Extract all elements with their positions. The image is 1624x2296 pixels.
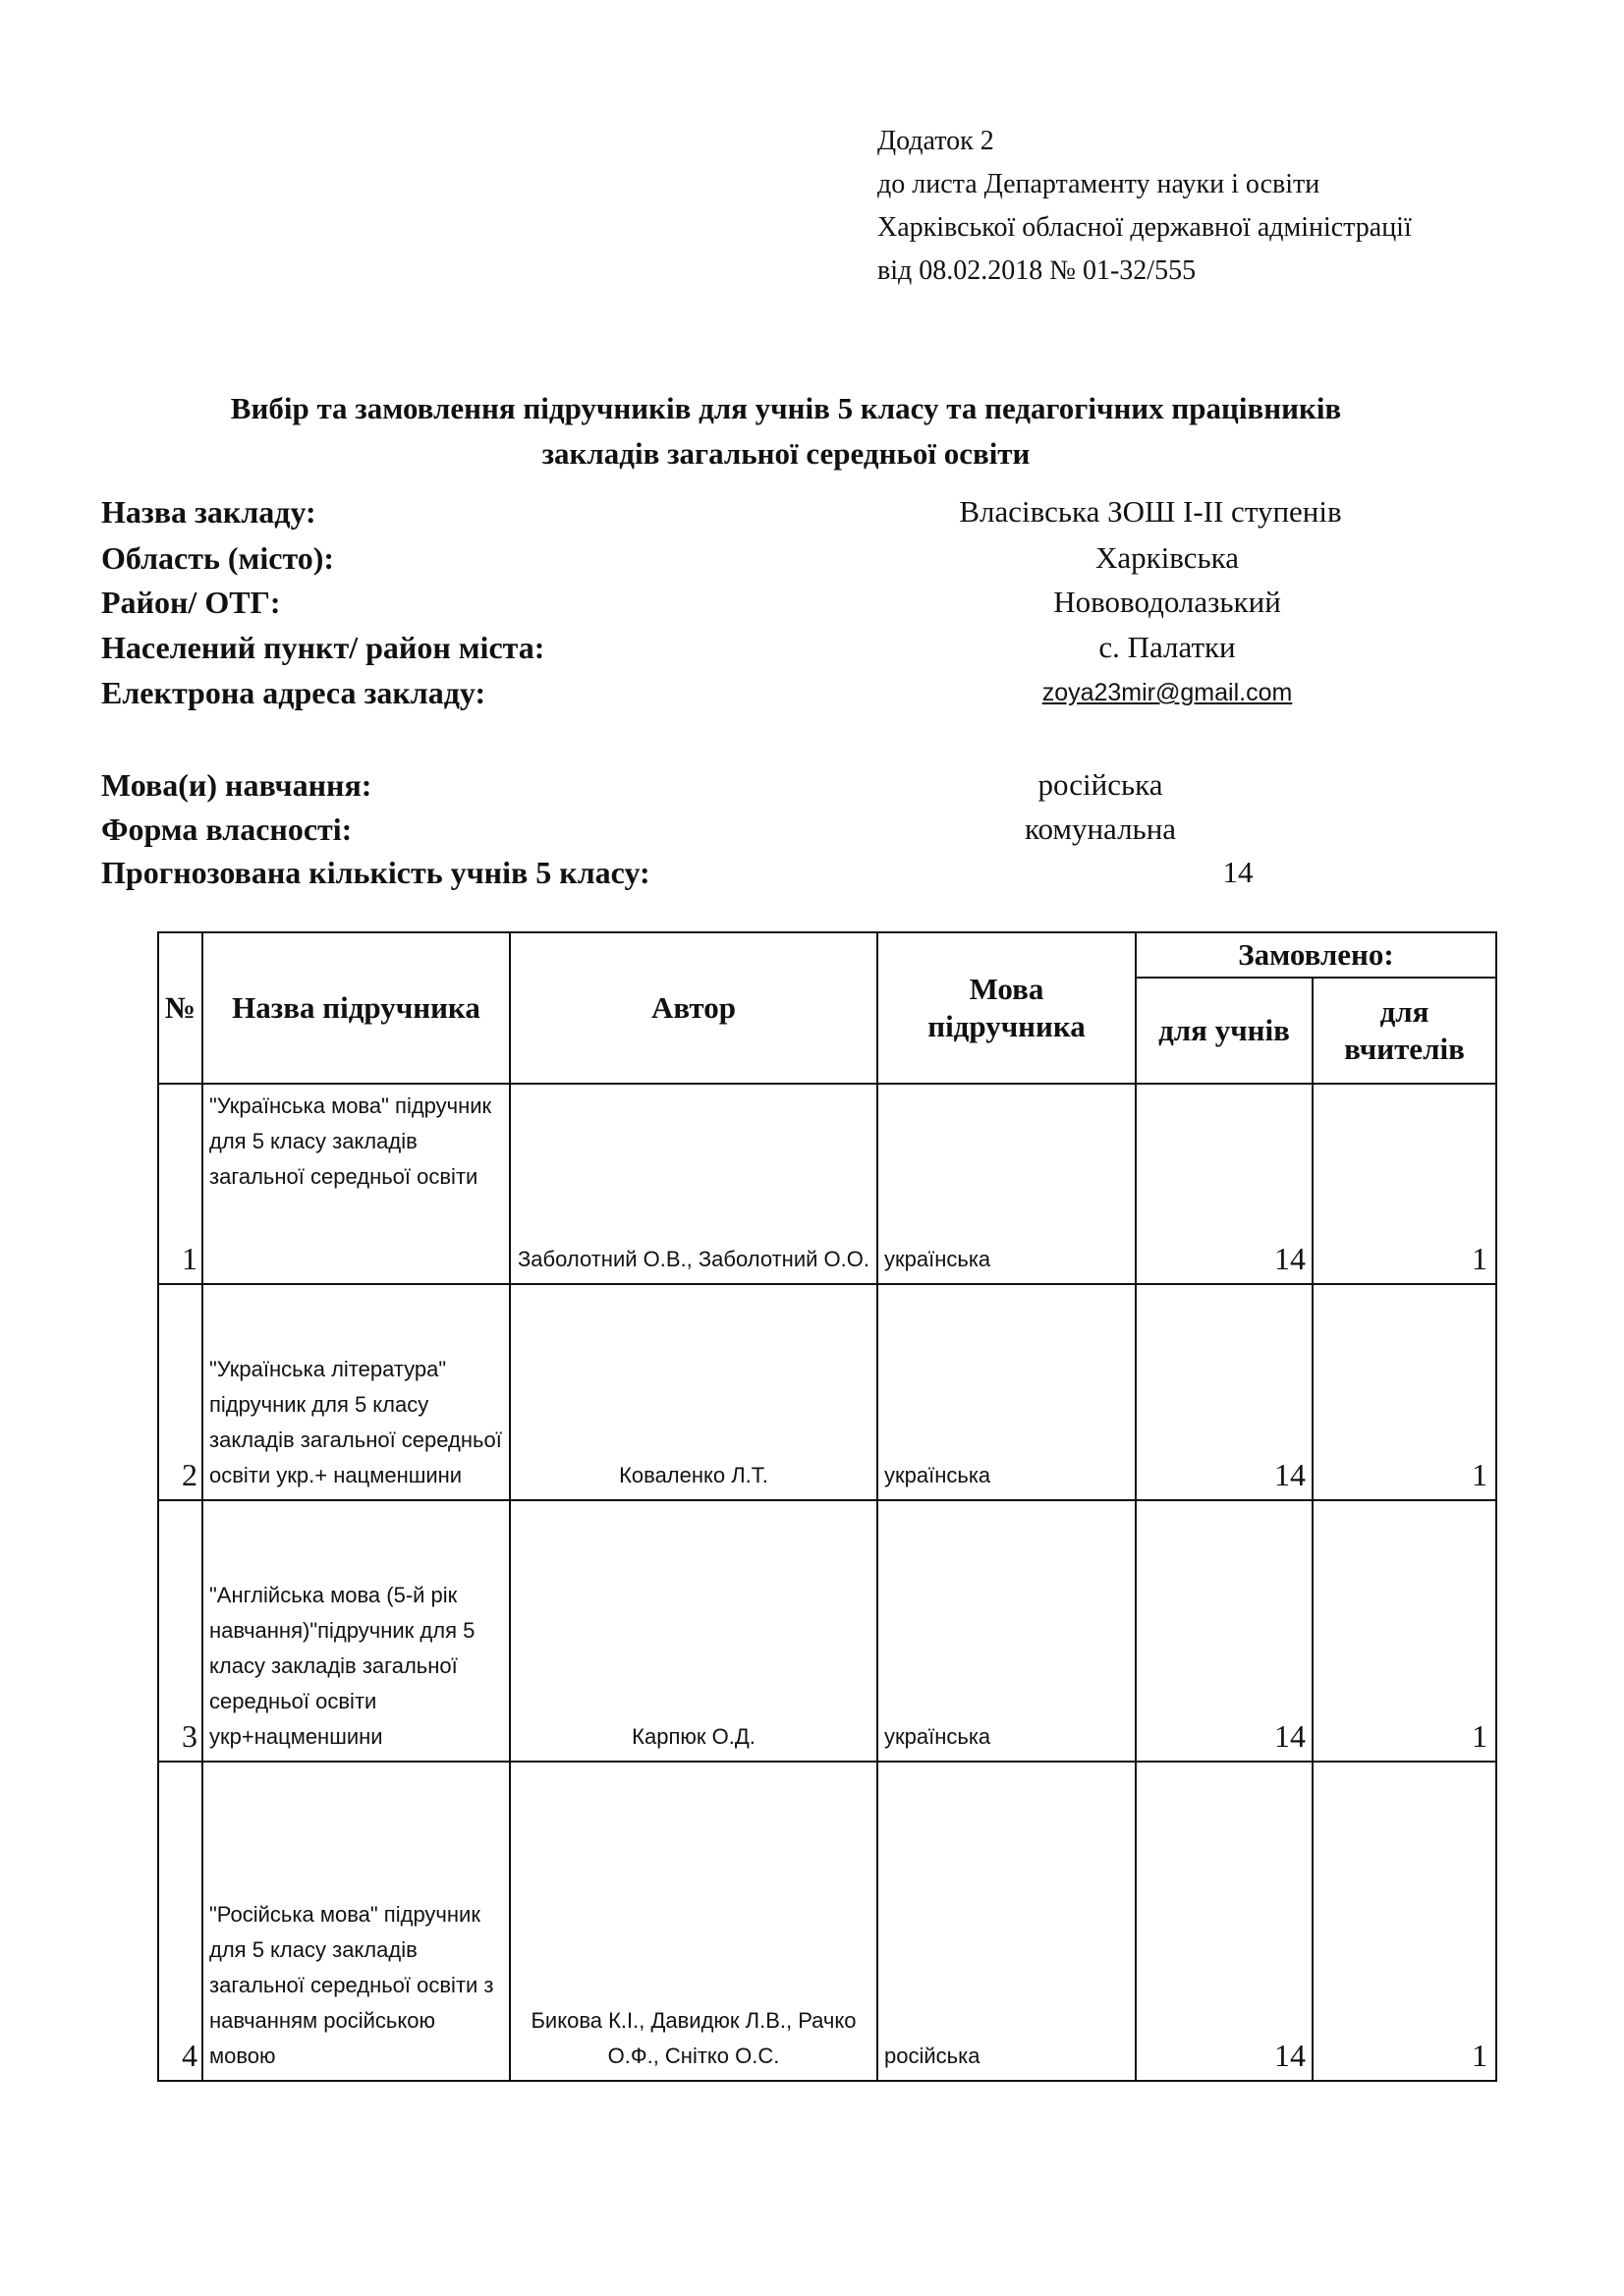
qty-teachers: 1 (1313, 1284, 1496, 1500)
textbook-author: Заболотний О.В., Заболотний О.О. (510, 1084, 877, 1284)
column-header-author: Автор (510, 932, 877, 1084)
field-label: Назва закладу: (101, 494, 316, 530)
field-value: комунальна (1024, 812, 1177, 846)
row-number: 2 (158, 1284, 202, 1500)
document-title (98, 386, 1474, 476)
field-value: російська (1037, 767, 1163, 802)
field-school-name (101, 489, 1398, 534)
column-header-ordered: Замовлено: (1136, 932, 1496, 978)
column-header-for-teachers: для вчителів (1313, 978, 1496, 1084)
field-languages (101, 762, 1398, 808)
title-line: Вибір та замовлення підручників для учнів 5 класу та педагогічних працівників (230, 391, 1342, 425)
field-district (101, 580, 1398, 625)
table-header-row (158, 932, 1496, 978)
field-label: Мова(и) навчання: (101, 767, 372, 803)
field-value: Нововодолазький (1053, 585, 1281, 619)
title-line: закладів загальної середньої освіти (541, 436, 1031, 471)
field-value: Власівська ЗОШ І-ІІ ступенів (959, 494, 1342, 529)
field-label: Район/ ОТГ: (101, 585, 281, 620)
appendix-line: Додаток 2 (877, 126, 994, 156)
field-locality (101, 625, 1398, 670)
row-number: 3 (158, 1500, 202, 1762)
textbook-language: українська (877, 1084, 1136, 1284)
appendix-line: до листа Департаменту науки і освіти (877, 169, 1320, 199)
field-ownership (101, 807, 1398, 852)
textbook-language: українська (877, 1284, 1136, 1500)
textbook-name: "Українська література" підручник для 5 класу закладів загальної середньої освіти укр.+ нацменшини (202, 1284, 510, 1500)
appendix-note (877, 120, 1412, 293)
column-header-language: Мова підручника (877, 932, 1136, 1084)
appendix-line: Харківської обласної державної адміністрації (877, 212, 1412, 243)
row-number: 4 (158, 1762, 202, 2081)
column-header-for-students: для учнів (1136, 978, 1313, 1084)
qty-teachers: 1 (1313, 1762, 1496, 2081)
field-label: Форма власності: (101, 812, 353, 847)
textbook-author: Бикова К.І., Давидюк Л.В., Рачко О.Ф., Снітко О.С. (510, 1762, 877, 2081)
field-label: Область (місто): (101, 540, 335, 576)
textbook-language: російська (877, 1762, 1136, 2081)
field-value: с. Палатки (1098, 630, 1236, 664)
table-row (158, 1084, 1496, 1284)
table-row (158, 1284, 1496, 1500)
field-label: Прогнозована кількість учнів 5 класу: (101, 855, 650, 890)
column-header-name: Назва підручника (202, 932, 510, 1084)
qty-students: 14 (1136, 1084, 1313, 1284)
textbook-author: Карпюк О.Д. (510, 1500, 877, 1762)
textbook-name: "Українська мова" підручник для 5 класу закладів загальної середньої освіти (202, 1084, 510, 1284)
qty-teachers: 1 (1313, 1500, 1496, 1762)
qty-students: 14 (1136, 1500, 1313, 1762)
textbook-order-table (157, 931, 1497, 2082)
field-label: Населений пункт/ район міста: (101, 630, 545, 665)
email-link[interactable]: zoya23mir@gmail.com (1041, 679, 1293, 706)
textbook-language: українська (877, 1500, 1136, 1762)
field-label: Електрона адреса закладу: (101, 675, 486, 710)
field-email (101, 670, 1398, 715)
field-region (101, 535, 1398, 581)
appendix-line: від 08.02.2018 № 01-32/555 (877, 255, 1197, 286)
field-value: 14 (1222, 855, 1254, 889)
field-value: Харківська (1094, 540, 1240, 575)
row-number: 1 (158, 1084, 202, 1284)
textbook-author: Коваленко Л.Т. (510, 1284, 877, 1500)
qty-teachers: 1 (1313, 1084, 1496, 1284)
textbook-name: "Російська мова" підручник для 5 класу закладів загальної середньої освіти з навчанням російською мовою (202, 1762, 510, 2081)
qty-students: 14 (1136, 1762, 1313, 2081)
column-header-number: № (158, 932, 202, 1084)
table-row (158, 1500, 1496, 1762)
field-students (101, 850, 1398, 895)
qty-students: 14 (1136, 1284, 1313, 1500)
textbook-name: "Англійська мова (5-й рік навчання)"підручник для 5 класу закладів загальної середньої освіти укр+нацменшини (202, 1500, 510, 1762)
table-row (158, 1762, 1496, 2081)
